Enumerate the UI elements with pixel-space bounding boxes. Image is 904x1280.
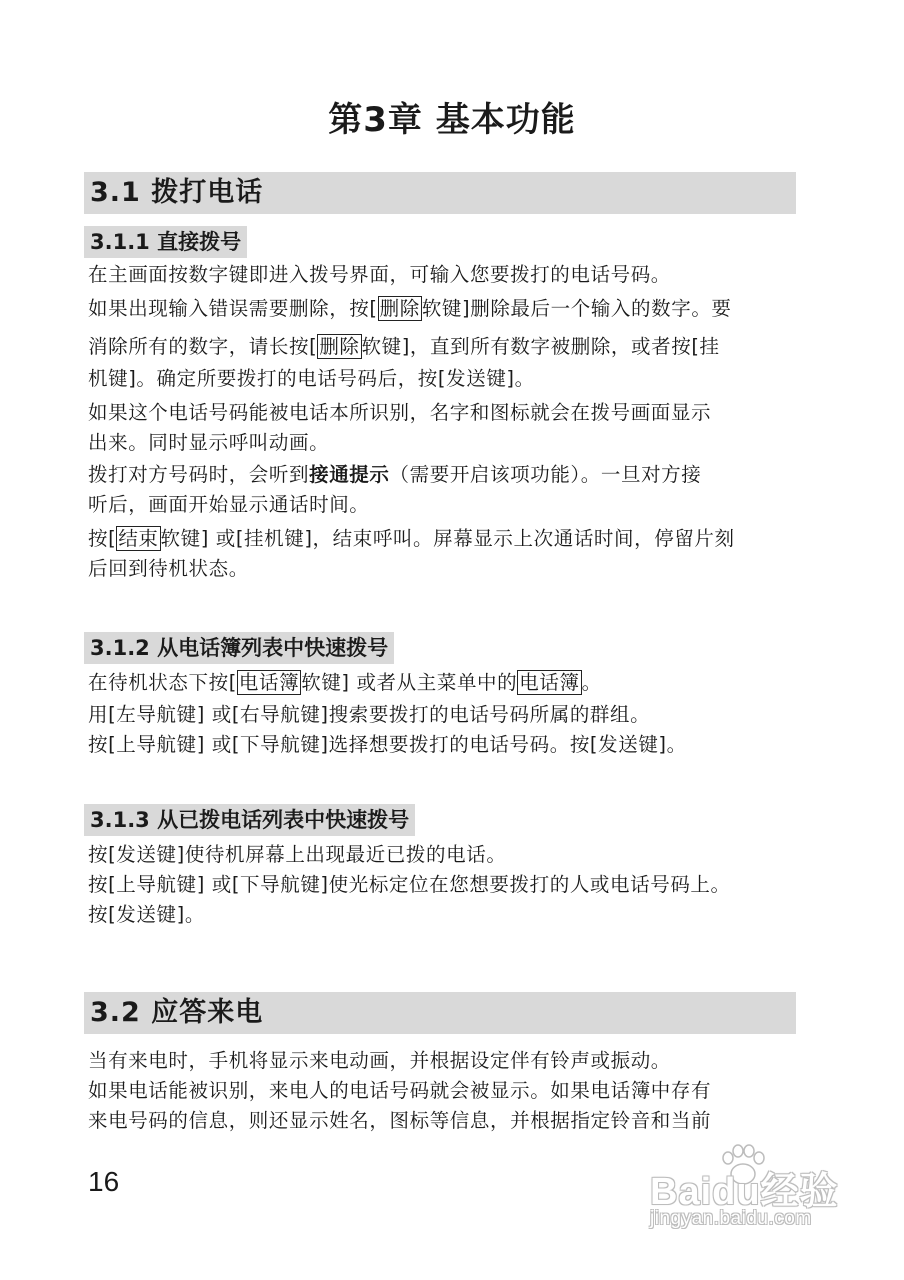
bold-term: 接通提示 [309,463,390,486]
text-line: 按[上导航键] 或[下导航键]使光标定位在您想要拨打的人或电话号码上。 [88,873,731,896]
menu-label-phonebook: 电话簿 [519,671,580,694]
text-line: 听后，画面开始显示通话时间。 [88,493,370,516]
text-fragment: 如果出现输入错误需要删除，按[ [88,297,378,320]
paragraph-delete-digits [88,294,800,394]
section-heading-text: 3.2 应答来电 [90,997,264,1028]
paragraph-redial [88,840,800,930]
watermark-logo-text: Baidu经验 [650,1171,839,1213]
subsection-heading-3-1-2: 3.1.2 从电话簿列表中快速拨号 [84,632,394,664]
baidu-jingyan-watermark [640,1150,880,1250]
text-fragment: 软键] 或者从主菜单中的 [301,671,518,694]
text-line: 当有来电时，手机将显示来电动画，并根据设定伴有铃声或振动。 [88,1049,671,1072]
text-fragment: 拨打对方号码时，会听到 [88,463,310,486]
text-line [88,668,800,698]
watermark-url: jingyan.baidu.com [650,1208,812,1229]
subsection-heading-3-1-3: 3.1.3 从已拨电话列表中快速拨号 [84,804,415,836]
text-line: 用[左导航键] 或[右导航键]搜索要拨打的电话号码所属的群组。 [88,703,651,726]
text-line: 机键]。确定所要拨打的电话号码后，按[发送键]。 [88,367,535,390]
text-line [88,294,800,324]
paragraph-incoming-call [88,1046,800,1136]
subsection-heading-3-1-1: 3.1.1 直接拨号 [84,226,247,258]
text-line: 在主画面按数字键即进入拨号界面，可输入您要拨打的电话号码。 [88,263,671,286]
text-fragment: 软键]，直到所有数字被删除，或者按[挂 [361,335,720,358]
text-line: 出来。同时显示呼叫动画。 [88,431,330,454]
text-fragment: 软键]删除最后一个输入的数字。要 [421,297,732,320]
paragraph-end-call [88,524,800,584]
paragraph-connect-tone [88,460,800,520]
text-fragment: 软键] 或[挂机键]，结束呼叫。屏幕显示上次通话时间，停留片刻 [160,527,735,550]
paragraph-phonebook-dial [88,668,800,760]
text-line [88,332,800,362]
paragraph-direct-dial-intro [88,260,800,290]
section-heading-text: 3.1 拨打电话 [90,177,264,208]
section-heading-3-2 [84,992,796,1034]
text-line: 如果这个电话号码能被电话本所识别，名字和图标就会在拨号画面显示 [88,401,712,424]
softkey-label-end: 结束 [118,527,159,550]
text-fragment: （需要开启该项功能）。一旦对方接 [389,463,702,486]
text-line: 如果电话能被识别，来电人的电话号码就会被显示。如果电话簿中存有 [88,1079,712,1102]
text-fragment: 。 [581,671,602,694]
section-heading-3-1 [84,172,796,214]
softkey-label-delete: 删除 [319,335,360,358]
page-number: 16 [88,1166,120,1197]
text-line: 后回到待机状态。 [88,557,249,580]
text-line: 按[发送键]。 [88,903,205,926]
text-fragment: 消除所有的数字，请长按[ [88,335,318,358]
text-fragment: 按[ [88,527,117,550]
text-line [88,460,800,490]
text-line: 按[发送键]使待机屏幕上出现最近已拨的电话。 [88,843,507,866]
softkey-label-delete: 删除 [379,297,420,320]
softkey-label-phonebook: 电话簿 [238,671,300,694]
text-fragment: 在待机状态下按[ [88,671,237,694]
text-line: 按[上导航键] 或[下导航键]选择想要拨打的电话号码。按[发送键]。 [88,733,687,756]
text-line [88,524,800,554]
paragraph-phonebook-recognition [88,398,800,458]
chapter-title: 第3章 基本功能 [328,100,576,140]
text-line: 来电号码的信息，则还显示姓名，图标等信息，并根据指定铃音和当前 [88,1109,712,1132]
